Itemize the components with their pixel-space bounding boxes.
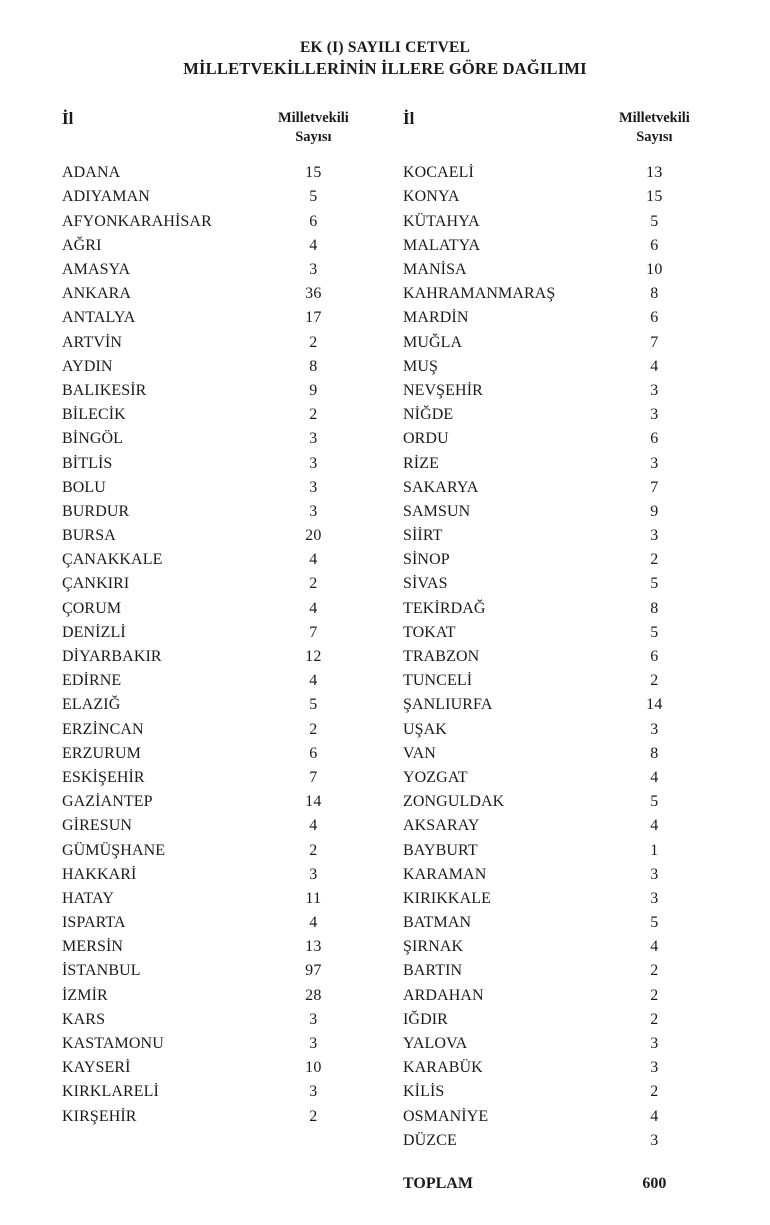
table-row — [385, 548, 726, 572]
province-name: TOKAT — [403, 623, 456, 641]
table-row — [44, 234, 385, 258]
title-line-2: MİLLETVEKİLLERİNİN İLLERE GÖRE DAĞILIMI — [183, 58, 587, 78]
table-row — [385, 161, 726, 185]
deputy-count: 5 — [650, 793, 659, 811]
table-row — [44, 838, 385, 862]
province-name: EDİRNE — [62, 672, 122, 690]
deputy-count: 2 — [650, 1083, 659, 1101]
deputy-count: 2 — [309, 575, 318, 593]
deputy-count: 4 — [650, 817, 659, 835]
table-row — [44, 984, 385, 1008]
province-name: ANTALYA — [62, 309, 136, 327]
left-table — [44, 161, 385, 1153]
deputy-count: 3 — [650, 1035, 659, 1053]
deputy-count: 36 — [305, 285, 322, 303]
province-name: ADIYAMAN — [62, 188, 150, 206]
deputy-count: 4 — [309, 672, 318, 690]
header-count-right-line2: Sayısı — [636, 129, 673, 146]
deputy-count: 13 — [305, 938, 322, 956]
province-name: BAYBURT — [403, 841, 478, 859]
province-name: BARTIN — [403, 962, 463, 980]
table-row — [44, 500, 385, 524]
table-header-row — [44, 109, 726, 147]
province-name: GAZİANTEP — [62, 793, 153, 811]
table-row — [44, 959, 385, 983]
deputy-count: 4 — [309, 551, 318, 569]
page-title — [44, 38, 726, 79]
deputy-count: 4 — [309, 817, 318, 835]
province-name: AMASYA — [62, 261, 131, 279]
title-line-1: EK (I) SAYILI CETVEL — [299, 39, 471, 56]
deputy-count: 4 — [309, 599, 318, 617]
header-count-right — [583, 109, 726, 147]
header-count-left-line2: Sayısı — [295, 129, 332, 146]
right-column-header — [385, 109, 726, 147]
deputy-count: 3 — [309, 1010, 318, 1028]
deputy-count: 2 — [309, 1107, 318, 1125]
table-row — [385, 718, 726, 742]
province-name: DÜZCE — [403, 1131, 457, 1149]
deputy-count: 3 — [309, 502, 318, 520]
province-name: KAYSERİ — [62, 1059, 131, 1077]
deputy-count: 4 — [650, 938, 659, 956]
province-name: BİTLİS — [62, 454, 113, 472]
province-tables — [44, 161, 726, 1153]
province-name: KARAMAN — [403, 865, 487, 883]
deputy-count: 9 — [650, 502, 659, 520]
table-row — [385, 838, 726, 862]
table-row — [44, 1080, 385, 1104]
province-name: KIRKLARELİ — [62, 1083, 159, 1101]
province-name: YOZGAT — [403, 768, 468, 786]
table-row — [385, 814, 726, 838]
table-row — [385, 597, 726, 621]
deputy-count: 28 — [305, 986, 322, 1004]
deputy-count: 8 — [650, 599, 659, 617]
deputy-count: 15 — [305, 164, 322, 182]
deputy-count: 97 — [305, 962, 322, 980]
deputy-count: 2 — [650, 962, 659, 980]
province-name: DENİZLİ — [62, 623, 126, 641]
deputy-count: 2 — [650, 986, 659, 1004]
deputy-count: 1 — [650, 841, 659, 859]
table-row — [44, 621, 385, 645]
deputy-count: 3 — [650, 406, 659, 424]
table-row — [44, 403, 385, 427]
province-name: İZMİR — [62, 986, 108, 1004]
deputy-count: 9 — [309, 381, 318, 399]
province-name: MERSİN — [62, 938, 124, 956]
table-row — [44, 548, 385, 572]
table-row — [385, 911, 726, 935]
deputy-count: 6 — [309, 212, 318, 230]
province-name: ARTVİN — [62, 333, 123, 351]
table-row — [385, 742, 726, 766]
table-row — [44, 597, 385, 621]
deputy-count: 5 — [650, 212, 659, 230]
province-name: ARDAHAN — [403, 986, 484, 1004]
province-name: UŞAK — [403, 720, 447, 738]
table-row — [385, 500, 726, 524]
province-name: TRABZON — [403, 648, 480, 666]
province-name: BURDUR — [62, 502, 130, 520]
table-row — [385, 379, 726, 403]
header-province-right: İl — [403, 108, 415, 128]
header-count-left — [242, 109, 385, 147]
total-value: 600 — [642, 1174, 667, 1192]
province-name: KIRŞEHİR — [62, 1107, 137, 1125]
table-row — [44, 1056, 385, 1080]
province-name: DİYARBAKIR — [62, 648, 162, 666]
table-row — [44, 1032, 385, 1056]
deputy-count: 5 — [650, 623, 659, 641]
deputy-count: 4 — [650, 768, 659, 786]
province-name: ADANA — [62, 164, 121, 182]
table-row — [44, 935, 385, 959]
right-table — [385, 161, 726, 1153]
province-name: ŞANLIURFA — [403, 696, 493, 714]
table-row — [44, 185, 385, 209]
province-name: BİNGÖL — [62, 430, 124, 448]
table-row — [44, 693, 385, 717]
deputy-count: 4 — [309, 236, 318, 254]
deputy-count: 17 — [305, 309, 322, 327]
province-name: GİRESUN — [62, 817, 133, 835]
province-name: IĞDIR — [403, 1010, 448, 1028]
province-name: ANKARA — [62, 285, 132, 303]
table-row — [385, 1080, 726, 1104]
deputy-count: 3 — [650, 865, 659, 883]
deputy-count: 14 — [305, 793, 322, 811]
province-name: KONYA — [403, 188, 460, 206]
deputy-count: 3 — [309, 430, 318, 448]
province-name: TUNCELİ — [403, 672, 473, 690]
province-name: ESKİŞEHİR — [62, 768, 145, 786]
province-name: BALIKESİR — [62, 381, 147, 399]
table-row — [385, 1008, 726, 1032]
province-name: ORDU — [403, 430, 449, 448]
table-row — [385, 935, 726, 959]
deputy-count: 6 — [650, 430, 659, 448]
table-row — [385, 210, 726, 234]
deputy-count: 3 — [650, 381, 659, 399]
table-row — [385, 306, 726, 330]
table-row — [385, 863, 726, 887]
province-name: HATAY — [62, 889, 114, 907]
table-row — [44, 669, 385, 693]
province-name: KİLİS — [403, 1083, 445, 1101]
table-row — [385, 403, 726, 427]
table-row — [385, 887, 726, 911]
table-row — [385, 355, 726, 379]
deputy-count: 3 — [309, 1035, 318, 1053]
deputy-count: 14 — [646, 696, 663, 714]
table-row — [385, 693, 726, 717]
table-row — [44, 427, 385, 451]
table-row — [44, 306, 385, 330]
province-name: KAHRAMANMARAŞ — [403, 285, 556, 303]
deputy-count: 4 — [650, 357, 659, 375]
province-name: OSMANİYE — [403, 1107, 489, 1125]
table-row — [44, 476, 385, 500]
province-name: ISPARTA — [62, 914, 126, 932]
province-name: MALATYA — [403, 236, 481, 254]
deputy-count: 3 — [650, 1131, 659, 1149]
deputy-count: 2 — [650, 1010, 659, 1028]
province-name: SİİRT — [403, 527, 443, 545]
province-name: VAN — [403, 744, 436, 762]
province-name: TEKİRDAĞ — [403, 599, 486, 617]
deputy-count: 3 — [650, 720, 659, 738]
province-name: BOLU — [62, 478, 106, 496]
table-row — [385, 790, 726, 814]
table-row — [385, 1105, 726, 1129]
table-row — [44, 210, 385, 234]
province-name: YALOVA — [403, 1035, 468, 1053]
province-name: AYDIN — [62, 357, 113, 375]
deputy-count: 3 — [309, 865, 318, 883]
deputy-count: 6 — [309, 744, 318, 762]
deputy-count: 12 — [305, 648, 322, 666]
deputy-count: 5 — [309, 188, 318, 206]
table-row — [385, 258, 726, 282]
deputy-count: 2 — [309, 406, 318, 424]
deputy-count: 3 — [309, 261, 318, 279]
province-name: KIRIKKALE — [403, 889, 491, 907]
table-row — [44, 814, 385, 838]
table-row — [385, 282, 726, 306]
province-name: HAKKARİ — [62, 865, 137, 883]
deputy-count: 3 — [650, 1059, 659, 1077]
left-column-header — [44, 109, 385, 147]
table-row — [385, 476, 726, 500]
header-count-right-line1: Milletvekili — [618, 109, 690, 126]
deputy-count: 3 — [309, 1083, 318, 1101]
deputy-count: 11 — [305, 889, 322, 907]
table-row — [385, 984, 726, 1008]
deputy-count: 2 — [309, 841, 318, 859]
table-row — [385, 1032, 726, 1056]
province-name: MUŞ — [403, 357, 438, 375]
header-count-left-line1: Milletvekili — [277, 109, 349, 126]
deputy-count: 7 — [309, 768, 318, 786]
deputy-count: 2 — [650, 551, 659, 569]
province-name: AĞRI — [62, 236, 102, 254]
deputy-count: 5 — [650, 914, 659, 932]
province-name: RİZE — [403, 454, 439, 472]
province-name: ÇORUM — [62, 599, 122, 617]
province-name: ZONGULDAK — [403, 793, 505, 811]
province-name: NEVŞEHİR — [403, 381, 483, 399]
province-name: KOCAELİ — [403, 164, 474, 182]
table-row — [385, 451, 726, 475]
table-row — [385, 234, 726, 258]
table-row — [385, 185, 726, 209]
deputy-count: 3 — [309, 454, 318, 472]
province-name: SAMSUN — [403, 502, 471, 520]
table-row — [44, 451, 385, 475]
province-name: KARABÜK — [403, 1059, 483, 1077]
table-row — [44, 863, 385, 887]
table-row — [44, 355, 385, 379]
table-row — [385, 959, 726, 983]
total-spacer — [44, 1175, 385, 1193]
table-row — [44, 718, 385, 742]
deputy-count: 6 — [650, 648, 659, 666]
province-name: SAKARYA — [403, 478, 479, 496]
province-name: KASTAMONU — [62, 1035, 164, 1053]
table-row — [385, 1129, 726, 1153]
total-label: TOPLAM — [403, 1174, 473, 1192]
table-row — [44, 161, 385, 185]
table-row — [385, 1056, 726, 1080]
table-row — [385, 669, 726, 693]
table-row — [44, 1105, 385, 1129]
deputy-count: 3 — [650, 527, 659, 545]
deputy-count: 8 — [309, 357, 318, 375]
table-row — [385, 766, 726, 790]
deputy-count: 8 — [650, 744, 659, 762]
province-name: SİNOP — [403, 551, 450, 569]
deputy-count: 2 — [309, 333, 318, 351]
province-name: BİLECİK — [62, 406, 126, 424]
province-name: BURSA — [62, 527, 116, 545]
deputy-count: 3 — [650, 889, 659, 907]
table-row — [44, 331, 385, 355]
province-name: MARDİN — [403, 309, 469, 327]
total-row — [44, 1175, 726, 1193]
table-row — [44, 790, 385, 814]
table-row — [44, 887, 385, 911]
deputy-count: 10 — [646, 261, 663, 279]
province-name: ERZİNCAN — [62, 720, 144, 738]
province-name: GÜMÜŞHANE — [62, 841, 166, 859]
header-province-left: İl — [62, 108, 74, 128]
deputy-count: 3 — [309, 478, 318, 496]
province-name: MANİSA — [403, 261, 467, 279]
province-name: BATMAN — [403, 914, 472, 932]
table-row — [44, 911, 385, 935]
table-row — [44, 645, 385, 669]
deputy-count: 5 — [650, 575, 659, 593]
deputy-count: 13 — [646, 164, 663, 182]
table-row — [44, 766, 385, 790]
table-row — [44, 1008, 385, 1032]
province-name: ÇANAKKALE — [62, 551, 163, 569]
province-name: ŞIRNAK — [403, 938, 464, 956]
province-name: ERZURUM — [62, 744, 141, 762]
province-name: KARS — [62, 1010, 106, 1028]
deputy-count: 7 — [309, 623, 318, 641]
province-name: NİĞDE — [403, 406, 454, 424]
table-row — [385, 572, 726, 596]
province-name: AKSARAY — [403, 817, 480, 835]
province-name: SİVAS — [403, 575, 448, 593]
deputy-count: 4 — [650, 1107, 659, 1125]
table-row — [44, 524, 385, 548]
table-row — [385, 645, 726, 669]
table-row — [44, 379, 385, 403]
deputy-count: 2 — [309, 720, 318, 738]
table-row — [385, 524, 726, 548]
deputy-count: 5 — [309, 696, 318, 714]
province-name: MUĞLA — [403, 333, 463, 351]
province-name: KÜTAHYA — [403, 212, 480, 230]
deputy-count: 10 — [305, 1059, 322, 1077]
deputy-count: 6 — [650, 309, 659, 327]
table-row — [44, 572, 385, 596]
table-row — [44, 742, 385, 766]
deputy-count: 3 — [650, 454, 659, 472]
table-row — [44, 258, 385, 282]
deputy-count: 6 — [650, 236, 659, 254]
province-name: İSTANBUL — [62, 962, 141, 980]
deputy-count: 7 — [650, 478, 659, 496]
total-content — [385, 1175, 726, 1193]
deputy-count: 4 — [309, 914, 318, 932]
table-row — [385, 331, 726, 355]
deputy-count: 2 — [650, 672, 659, 690]
table-row — [44, 282, 385, 306]
table-row — [385, 427, 726, 451]
deputy-count: 15 — [646, 188, 663, 206]
province-name: ÇANKIRI — [62, 575, 130, 593]
province-name: ELAZIĞ — [62, 696, 121, 714]
deputy-count: 20 — [305, 527, 322, 545]
deputy-count: 8 — [650, 285, 659, 303]
table-row — [385, 621, 726, 645]
deputy-count: 7 — [650, 333, 659, 351]
province-name: AFYONKARAHİSAR — [62, 212, 212, 230]
